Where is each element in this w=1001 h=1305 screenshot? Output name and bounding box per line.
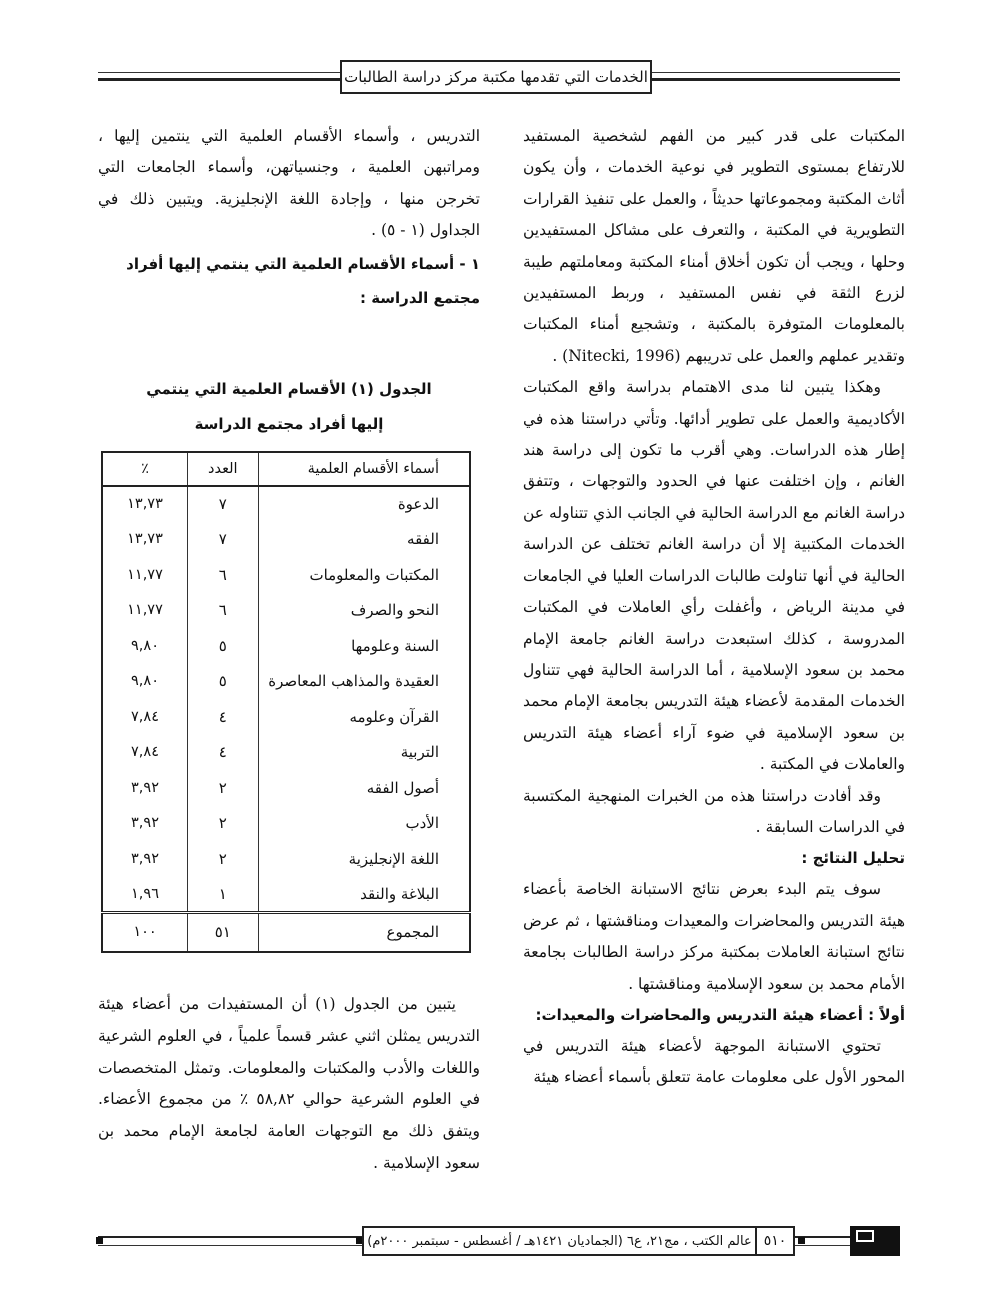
cell-name: السنة وعلومها bbox=[258, 628, 470, 664]
section-heading: أولاً : أعضاء هيئة التدريس والمحاضرات والمعيدات: bbox=[535, 1005, 905, 1024]
cell-count: ٤ bbox=[188, 699, 259, 735]
paragraph: يتبين من الجدول (١) أن المستفيدات من أعضاء هيئة التدريس يمثلن اثني عشر قسماً علمياً ، في العلوم الشرعية واللغات والأدب والمكتبات والمعلومات. وتمثل المتخصصات في العلوم الشرعية حوالي ٥٨,٨٢ ٪ من مجموع الأعضاء. ويتفق ذلك مع التوجهات العامة لجامعة الإمام محمد بن سعود الإسلامية . bbox=[98, 995, 480, 1172]
header-cell-count: العدد bbox=[188, 452, 259, 486]
table-header-row bbox=[102, 452, 470, 486]
left-column-bottom bbox=[98, 989, 480, 1180]
cell-name: النحو والصرف bbox=[258, 593, 470, 629]
header-cell-percent: ٪ bbox=[102, 452, 188, 486]
cell-count: ٥١ bbox=[188, 912, 259, 952]
cell-count: ٤ bbox=[188, 735, 259, 771]
table-row bbox=[102, 664, 470, 700]
cell-name: أصول الفقه bbox=[258, 770, 470, 806]
table-row bbox=[102, 841, 470, 877]
cell-percent: ٧,٨٤ bbox=[102, 735, 188, 771]
cell-count: ٥ bbox=[188, 664, 259, 700]
cell-name: الفقه bbox=[258, 522, 470, 558]
cell-count: ٢ bbox=[188, 841, 259, 877]
footer-dot-right bbox=[798, 1237, 805, 1244]
table-row bbox=[102, 522, 470, 558]
cell-percent: ١١,٧٧ bbox=[102, 557, 188, 593]
cell-percent: ٣,٩٢ bbox=[102, 841, 188, 877]
cell-name: الدعوة bbox=[258, 486, 470, 522]
cell-count: ٢ bbox=[188, 806, 259, 842]
cell-name: المجموع bbox=[258, 912, 470, 952]
table-row bbox=[102, 593, 470, 629]
cell-name: البلاغة والنقد bbox=[258, 877, 470, 913]
header-cell-name: أسماء الأقسام العلمية bbox=[258, 452, 470, 486]
paragraph: وقد أفادت دراستنا هذه من الخبرات المنهجية المكتسبة في الدراسات السابقة . bbox=[523, 786, 905, 836]
table-row bbox=[102, 806, 470, 842]
cell-percent: ١١,٧٧ bbox=[102, 593, 188, 629]
cell-percent: ٩,٨٠ bbox=[102, 664, 188, 700]
paragraph: وهكذا يتبين لنا مدى الاهتمام بدراسة واقع المكتبات الأكاديمية والعمل على تطوير أدائها. وتأتي دراستنا هذه في إطار هذه الدراسات. وهي أقرب ما تكون إلى دراسة هند الغانم ، وإن اختلفت عنها في الحدود والتوجهات ، وتتفق دراسة الغانم مع الدراسة الحالية في الجانب الذي تتناوله عن الخدمات المكتبية إلا أن دراسة الغانم تختلف عن الدراسة الحالية في أنها تناولت طالبات الدراسات العليا في الجامعات في مدينة الرياض ، وأغفلت رأي العاملات في المكتبات المدروسة ، كذلك استبعدت دراسة الغانم جامعة الإمام محمد بن سعود الإسلامية ، أما الدراسة الحالية فهي تتناول الخدمات المقدمة لأعضاء هيئة التدريس بجامعة الإمام محمد بن سعود الإسلامية في ضوء آراء أعضاء هيئة التدريس والعاملات في المكتبة . bbox=[523, 378, 905, 774]
cell-count: ٦ bbox=[188, 557, 259, 593]
journal-citation: عالم الكتب ، مج٢١، ع٦ (الجماديان ١٤٢١هـ / أغسطس - سبتمبر ٢٠٠٠م) bbox=[362, 1226, 757, 1256]
cell-percent: ١,٩٦ bbox=[102, 877, 188, 913]
right-column bbox=[523, 121, 905, 1094]
paragraph: المكتبات على قدر كبير من الفهم لشخصية المستفيد للارتفاع بمستوى التطوير في نوعية الخدمات ، وأن يكون أثاث المكتبة ومجموعاتها حديثاً ، والعمل على تنفيذ القرارات التطويرية في المكتبة ، والتعرف على مشاكل المستفيدين وحلها ، ويجب أن تكون أخلاق أمناء المكتبة ومعاملتهم طيبة لزرع الثقة في نفس المستفيد ، وربط المستفيدين بالمعلومات المتوفرة بالمكتبة ، وتشجيع أمناء المكتبات وتقدير عملهم والعمل على تدريبهم (Nitecki, 1996) . bbox=[523, 127, 905, 365]
table-row bbox=[102, 557, 470, 593]
table-caption bbox=[98, 372, 480, 442]
table-row bbox=[102, 699, 470, 735]
cell-count: ٧ bbox=[188, 522, 259, 558]
cell-name: القرآن وعلومه bbox=[258, 699, 470, 735]
page-number: ٥١٠ bbox=[755, 1226, 795, 1256]
cell-name: الأدب bbox=[258, 806, 470, 842]
cell-name: المكتبات والمعلومات bbox=[258, 557, 470, 593]
departments-table bbox=[101, 451, 471, 953]
cell-count: ١ bbox=[188, 877, 259, 913]
cell-percent: ١٣,٧٣ bbox=[102, 486, 188, 522]
running-header: الخدمات التي تقدمها مكتبة مركز دراسة الطالبات bbox=[340, 60, 652, 94]
table-row bbox=[102, 628, 470, 664]
cell-count: ٥ bbox=[188, 628, 259, 664]
cell-name: التربية bbox=[258, 735, 470, 771]
cell-percent: ٩,٨٠ bbox=[102, 628, 188, 664]
cell-count: ٦ bbox=[188, 593, 259, 629]
cell-percent: ١٠٠ bbox=[102, 912, 188, 952]
table-row bbox=[102, 486, 470, 522]
paragraph: تحتوي الاستبانة الموجهة لأعضاء هيئة التدريس في المحور الأول على معلومات عامة تتعلق بأسماء أعضاء هيئة bbox=[523, 1036, 905, 1087]
table-caption-line: الجدول (١) الأقسام العلمية التي ينتمي bbox=[146, 380, 432, 398]
cell-name: اللغة الإنجليزية bbox=[258, 841, 470, 877]
table-row bbox=[102, 770, 470, 806]
cell-count: ٧ bbox=[188, 486, 259, 522]
footer-dot-left bbox=[96, 1237, 103, 1244]
table-row bbox=[102, 877, 470, 913]
table-row bbox=[102, 735, 470, 771]
paragraph: سوف يتم البدء بعرض نتائج الاستبانة الخاصة بأعضاء هيئة التدريس والمحاضرات والمعيدات ومناقشتها ، ثم عرض نتائج استبانة العاملات بمكتبة مركز دراسة الطالبات بجامعة الأمام محمد بن سعود الإسلامية ومناقشتها . bbox=[523, 880, 905, 993]
journal-logo-icon bbox=[850, 1226, 900, 1256]
cell-percent: ١٣,٧٣ bbox=[102, 522, 188, 558]
cell-percent: ٧,٨٤ bbox=[102, 699, 188, 735]
table-total-row bbox=[102, 912, 470, 952]
list-heading: ١ - أسماء الأقسام العلمية التي ينتمي إليها أفراد مجتمع الدراسة : bbox=[126, 254, 480, 307]
section-heading: تحليل النتائج : bbox=[801, 849, 905, 868]
table-caption-line: إليها أفراد مجتمع الدراسة bbox=[194, 415, 384, 433]
cell-percent: ٣,٩٢ bbox=[102, 770, 188, 806]
paragraph: التدريس ، وأسماء الأقسام العلمية التي ينتمين إليها ، ومراتبهن العلمية ، وجنسياتهن، وأسماء الجامعات التي تخرجن منها ، وإجادة اللغة الإنجليزية. ويتبين ذلك في الجداول (١ - ٥) . bbox=[98, 127, 480, 240]
left-column bbox=[98, 121, 480, 315]
cell-count: ٢ bbox=[188, 770, 259, 806]
cell-name: العقيدة والمذاهب المعاصرة bbox=[258, 664, 470, 700]
cell-percent: ٣,٩٢ bbox=[102, 806, 188, 842]
